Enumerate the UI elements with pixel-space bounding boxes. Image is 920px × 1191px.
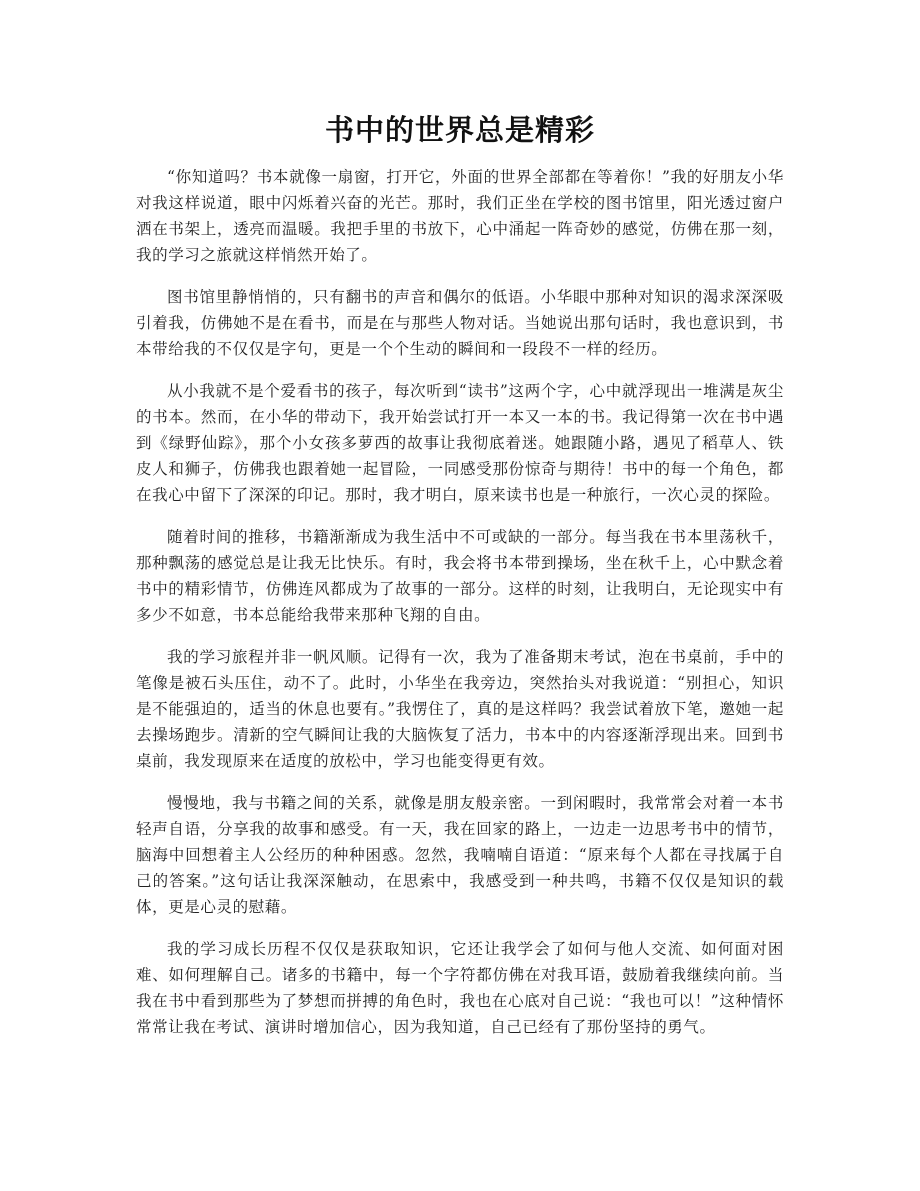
- paragraph-1: “你知道吗？书本就像一扇窗，打开它，外面的世界全部都在等着你！”我的好朋友小华对我这样说道，眼中闪烁着兴奋的光芒。那时，我们正坐在学校的图书馆里，阳光透过窗户洒在书架上，透亮而温暖。我把手里的书放下，心中涌起一阵奇妙的感觉，仿佛在那一刻，我的学习之旅就这样悄然开始了。: [136, 168, 784, 264]
- paragraph-3: 从小我就不是个爱看书的孩子，每次听到“读书”这两个字，心中就浮现出一堆满是灰尘的书本。然而，在小华的带动下，我开始尝试打开一本又一本的书。我记得第一次在书中遇到《绿野仙踪》，那个小女孩多萝西的故事让我彻底着迷。她跟随小路，遇见了稻草人、铁皮人和狮子，仿佛我也跟着她一起冒险，一同感受那份惊奇与期待！书中的每一个角色，都在我心中留下了深深的印记。那时，我才明白，原来读书也是一种旅行，一次心灵的探险。: [136, 382, 784, 504]
- paragraph-7: 我的学习成长历程不仅仅是获取知识，它还让我学会了如何与他人交流、如何面对困难、如何理解自己。诸多的书籍中，每一个字符都仿佛在对我耳语，鼓励着我继续向前。当我在书中看到那些为了梦想而拼搏的角色时，我也在心底对自己说：“我也可以！”这种情怀常常让我在考试、演讲时增加信心，因为我知道，自己已经有了那份坚持的勇气。: [136, 940, 784, 1036]
- paragraph-6: 慢慢地，我与书籍之间的关系，就像是朋友般亲密。一到闲暇时，我常常会对着一本书轻声自语，分享我的故事和感受。有一天，我在回家的路上，一边走一边思考书中的情节，脑海中回想着主人公经历的种种困惑。忽然，我喃喃自语道：“原来每个人都在寻找属于自己的答案。”这句话让我深深触动，在思索中，我感受到一种共鸣，书籍不仅仅是知识的载体，更是心灵的慰藉。: [136, 794, 784, 916]
- document-body: [136, 164, 784, 1056]
- paragraph-5: 我的学习旅程并非一帆风顺。记得有一次，我为了准备期末考试，泡在书桌前，手中的笔像是被石头压住，动不了。此时，小华坐在我旁边，突然抬头对我说道：“别担心，知识是不能强迫的，适当的休息也要有。”我愣住了，真的是这样吗？我尝试着放下笔，邀她一起去操场跑步。清新的空气瞬间让我的大脑恢复了活力，书本中的内容逐渐浮现出来。回到书桌前，我发现原来在适度的放松中，学习也能变得更有效。: [136, 648, 784, 770]
- paragraph-4: 随着时间的推移，书籍渐渐成为我生活中不可或缺的一部分。每当我在书本里荡秋千，那种飘荡的感觉总是让我无比快乐。有时，我会将书本带到操场，坐在秋千上，心中默念着书中的精彩情节，仿佛连风都成为了故事的一部分。这样的时刻，让我明白，无论现实中有多少不如意，书本总能给我带来那种飞翔的自由。: [136, 528, 784, 624]
- page-title: 书中的世界总是精彩: [324, 113, 595, 147]
- paragraph-2: 图书馆里静悄悄的，只有翻书的声音和偶尔的低语。小华眼中那种对知识的渴求深深吸引着我，仿佛她不是在看书，而是在与那些人物对话。当她说出那句话时，我也意识到，书本带给我的不仅仅是字句，更是一个个生动的瞬间和一段段不一样的经历。: [136, 288, 784, 358]
